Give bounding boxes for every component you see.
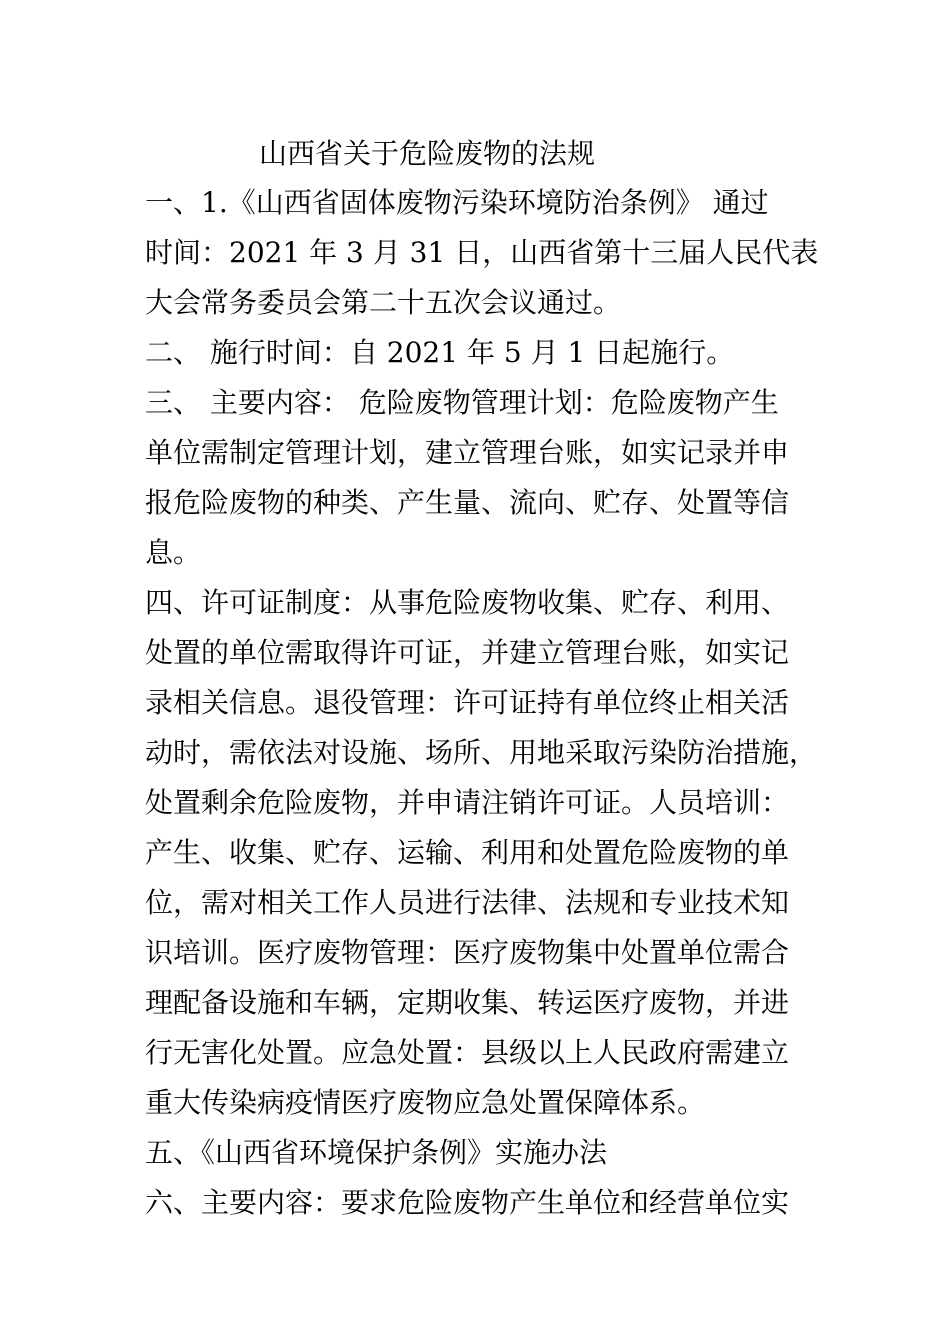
text-line: 行无害化处置。应急处置：县级以上人民政府需建立 bbox=[145, 1036, 790, 1069]
text-line: 三、 主要内容： 危险废物管理计划：危险废物产生 bbox=[145, 386, 779, 419]
text-line: 位，需对相关工作人员进行法律、法规和专业技术知 bbox=[145, 886, 790, 919]
text-line: 时间：2021 年 3 月 31 日，山西省第十三届人民代表 bbox=[145, 236, 819, 269]
text-line: 理配备设施和车辆，定期收集、转运医疗废物，并进 bbox=[145, 986, 790, 1019]
text-line: 六、主要内容：要求危险废物产生单位和经营单位实 bbox=[145, 1186, 790, 1219]
text-line: 报危险废物的种类、产生量、流向、贮存、处置等信 bbox=[145, 486, 790, 519]
text-line: 重大传染病疫情医疗废物应急处置保障体系。 bbox=[145, 1086, 706, 1119]
text-line: 处置的单位需取得许可证，并建立管理台账，如实记 bbox=[145, 636, 790, 669]
document-title: 山西省关于危险废物的法规 bbox=[259, 137, 596, 170]
text-line: 四、许可证制度：从事危险废物收集、贮存、利用、 bbox=[145, 586, 790, 619]
text-line: 二、 施行时间：自 2021 年 5 月 1 日起施行。 bbox=[145, 336, 735, 369]
text-line: 五、《山西省环境保护条例》实施办法 bbox=[145, 1136, 608, 1169]
text-line: 识培训。医疗废物管理：医疗废物集中处置单位需合 bbox=[145, 936, 790, 969]
text-line: 大会常务委员会第二十五次会议通过。 bbox=[145, 286, 622, 319]
text-line: 单位需制定管理计划，建立管理台账，如实记录并申 bbox=[145, 436, 790, 469]
text-line: 动时，需依法对设施、场所、用地采取污染防治措施， bbox=[145, 736, 818, 769]
text-line: 处置剩余危险废物，并申请注销许可证。人员培训： bbox=[145, 786, 790, 819]
text-line: 一、1.《山西省固体废物污染环境防治条例》 通过 bbox=[145, 186, 769, 219]
text-line: 录相关信息。退役管理：许可证持有单位终止相关活 bbox=[145, 686, 790, 719]
text-line: 息。 bbox=[145, 536, 202, 569]
text-line: 产生、收集、贮存、运输、利用和处置危险废物的单 bbox=[145, 836, 790, 869]
